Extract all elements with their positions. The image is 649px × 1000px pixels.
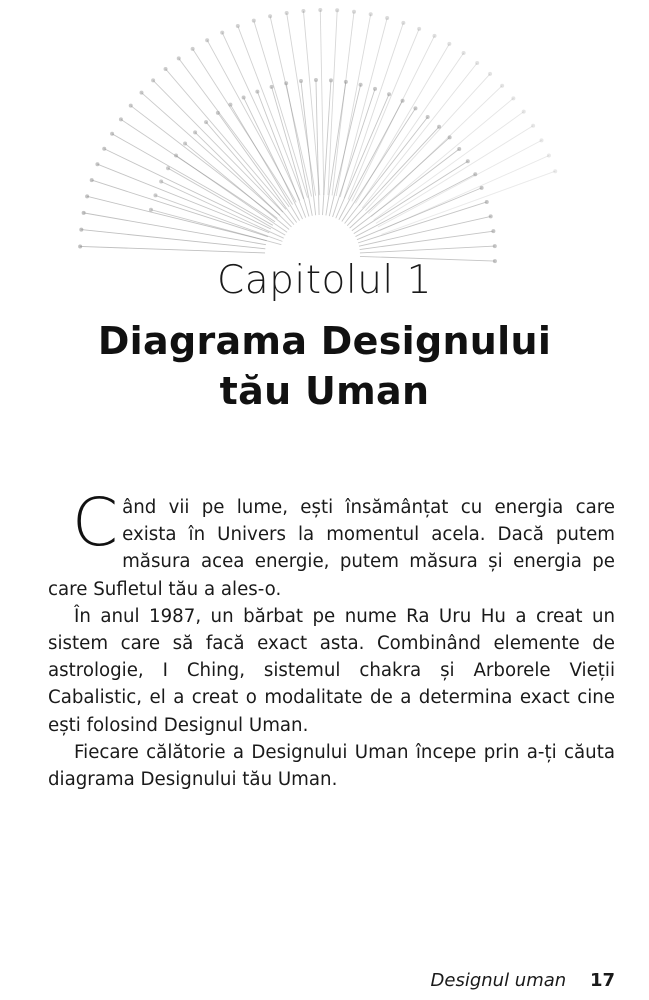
- page-number: 17: [589, 970, 615, 991]
- chapter-label: Capitolul 1: [217, 258, 432, 303]
- paragraph-2: În anul 1987, un bărbat pe nume Ra Uru Hu a creat un sistem care să facă exact asta. Combinând elemente de astrologie, I Ching, sistemul chakra și Arborele Vieții Cabalistic, el a creat o modalitate de a determina exact cine ești folosind Designul Uman.: [48, 605, 615, 736]
- drop-cap: C: [72, 484, 119, 561]
- paragraph-3: Fiecare călătorie a Designului Uman începe prin a-ți căuta diagrama Designului tău Uman.: [48, 741, 615, 791]
- radial-pin-fan-illustration: [0, 0, 649, 300]
- body-text: [48, 484, 615, 793]
- running-head: Designul uman: [430, 970, 567, 991]
- paragraph-1: [48, 484, 615, 603]
- chapter-title-line-2: tău Uman: [219, 369, 430, 413]
- chapter-title-line-1: Diagrama Designului: [97, 319, 552, 363]
- page-footer: [431, 970, 615, 991]
- chapter-title: [0, 316, 649, 416]
- paragraph-1-text: ând vii pe lume, ești însămânțat cu energia care exista în Univers la momentul acela. Dacă putem măsura acea energie, putem măsura și energia pe care Sufletul tău a ales-o.: [48, 497, 615, 600]
